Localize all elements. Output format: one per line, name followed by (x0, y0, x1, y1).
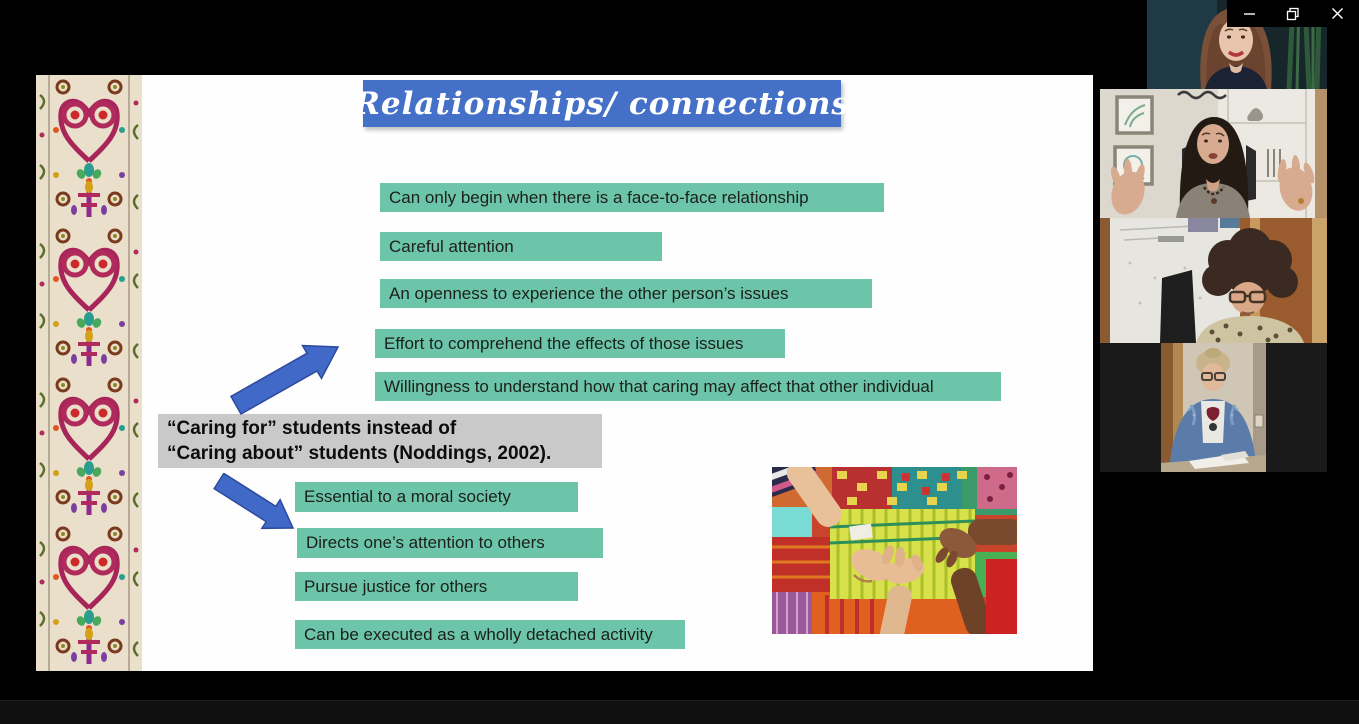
slide-title-banner (354, 80, 850, 127)
bullet-face-to-face: Can only begin when there is a face-to-face relationship (380, 183, 884, 212)
participant-2-avatar (1100, 89, 1327, 218)
bullet-willingness: Willingness to understand how that caring may affect that other individual (375, 372, 1001, 401)
block-arrow-down-right (211, 473, 301, 538)
bullet-openness: An openness to experience the other person’s issues (380, 279, 872, 308)
window-controls (1227, 0, 1359, 27)
caring-note-line1: “Caring for” students instead of (167, 418, 457, 439)
bullet-effort: Effort to comprehend the effects of those issues (375, 329, 785, 358)
block-arrow-up-right (226, 337, 346, 417)
participant-video-3[interactable] (1100, 218, 1327, 343)
bottom-bar (0, 700, 1359, 724)
slide-title: Relationships/ connections (354, 85, 850, 122)
bullet-detached-activity: Can be executed as a wholly detached activity (295, 620, 685, 649)
close-button[interactable] (1322, 2, 1352, 26)
participant-video-2[interactable] (1100, 89, 1327, 218)
shared-screen-slide (36, 75, 1093, 671)
caring-note-line2: “Caring about” students (Noddings, 2002). (167, 443, 552, 464)
participant-video-4[interactable] (1100, 343, 1327, 472)
bullet-directs-attention: Directs one’s attention to others (297, 528, 603, 558)
minimize-icon (1243, 7, 1256, 20)
caring-note-box (158, 414, 602, 468)
participant-4-avatar (1161, 343, 1266, 472)
bullet-pursue-justice: Pursue justice for others (295, 572, 578, 601)
minimize-button[interactable] (1234, 2, 1264, 26)
restore-button[interactable] (1278, 2, 1308, 26)
close-icon (1331, 7, 1344, 20)
bullet-moral-society: Essential to a moral society (295, 482, 578, 512)
restore-down-icon (1286, 7, 1300, 21)
weaving-photo (772, 467, 1017, 634)
participant-3-avatar (1100, 218, 1327, 343)
folk-pattern-strip (36, 75, 142, 671)
bullet-careful-attention: Careful attention (380, 232, 662, 261)
